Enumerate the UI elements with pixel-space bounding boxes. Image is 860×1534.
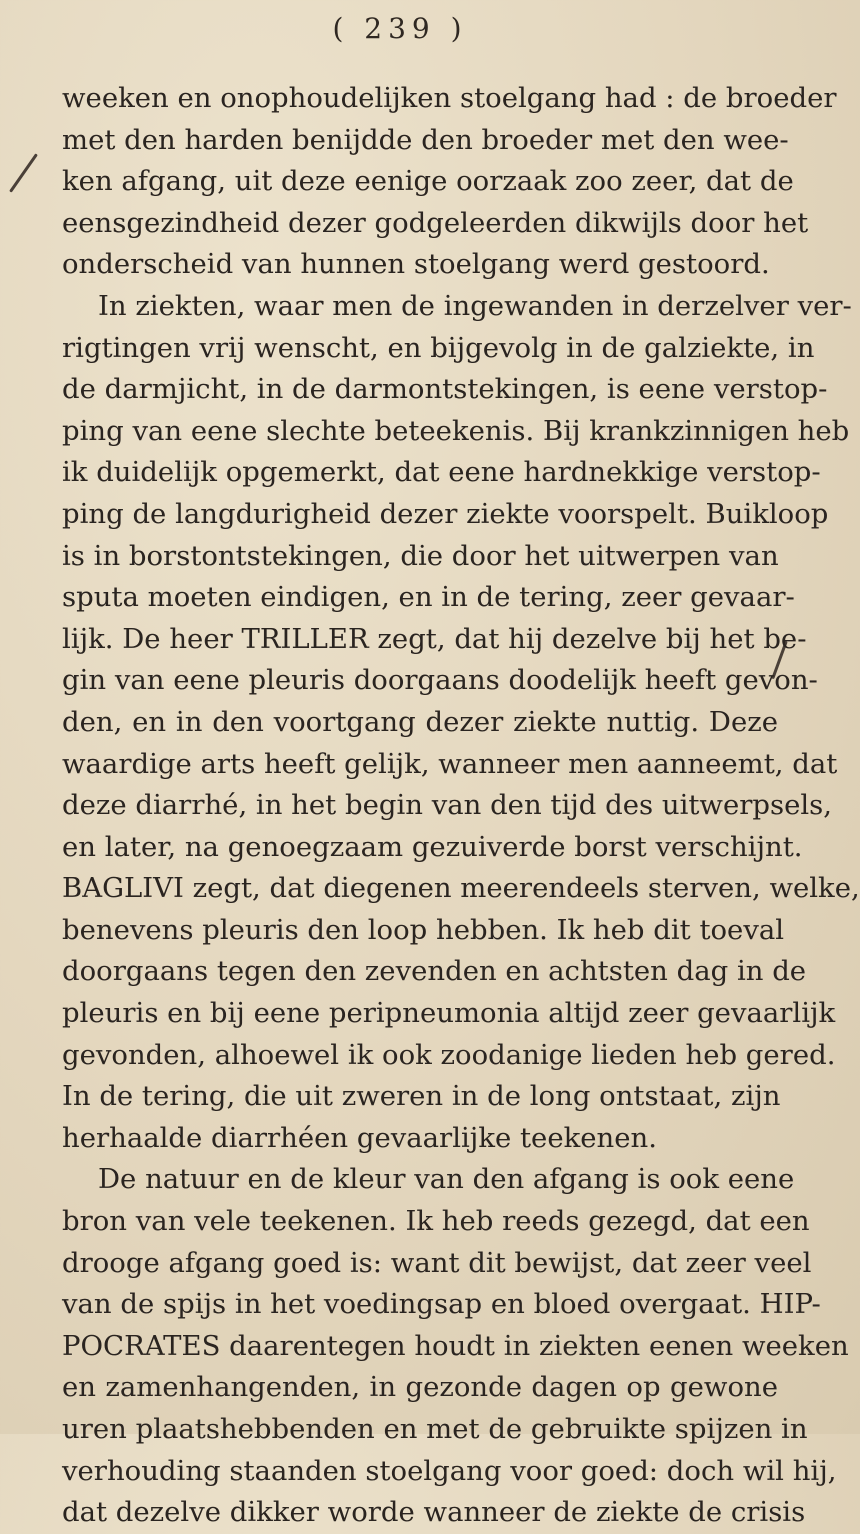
- text-line: POCRATES daarentegen houdt in ziekten eenen weeken: [62, 1329, 849, 1362]
- text-line: ik duidelijk opgemerkt, dat eene hardnekkige verstop-: [62, 456, 821, 489]
- text-line: is in borstontstekingen, die door het uitwerpen van: [62, 539, 779, 572]
- text-line: dat dezelve dikker worde wanneer de ziekte de crisis: [62, 1496, 806, 1529]
- margin-pencil-mark: [9, 153, 38, 192]
- page-number: ( 239 ): [332, 12, 468, 45]
- text-line: onderscheid van hunnen stoelgang werd gestoord.: [62, 248, 770, 281]
- text-line: en later, na genoegzaam gezuiverde borst verschijnt.: [62, 830, 803, 863]
- text-line: pleuris en bij eene peripneumonia altijd zeer gevaarlijk: [62, 997, 836, 1030]
- text-line: met den harden benijdde den broeder met den wee-: [62, 123, 789, 156]
- text-line: In ziekten, waar men de ingewanden in derzelver ver-: [98, 289, 852, 322]
- text-line: gin van eene pleuris doorgaans doodelijk heeft gevon-: [62, 664, 818, 697]
- text-line: In de tering, die uit zweren in de long ontstaat, zijn: [62, 1080, 781, 1113]
- text-line: eensgezindheid dezer godgeleerden dikwijls door het: [62, 206, 809, 239]
- text-line: ping de langdurigheid dezer ziekte voorspelt. Buikloop: [62, 497, 829, 530]
- text-line: bron van vele teekenen. Ik heb reeds gezegd, dat een: [62, 1205, 810, 1238]
- text-line: benevens pleuris den loop hebben. Ik heb dit toeval: [62, 913, 785, 946]
- text-line: den, en in den voortgang dezer ziekte nuttig. Deze: [62, 705, 778, 738]
- text-line: ping van eene slechte beteekenis. Bij krankzinnigen heb: [62, 414, 850, 447]
- text-line: deze diarrhé, in het begin van den tijd des uitwerpsels,: [62, 789, 833, 822]
- text-line: BAGLIVI zegt, dat diegenen meerendeels sterven, welke,: [62, 872, 860, 905]
- body-text: [62, 78, 860, 1534]
- text-line: herhaalde diarrhéen gevaarlijke teekenen.: [62, 1121, 657, 1154]
- text-line: doorgaans tegen den zevenden en achtsten dag in de: [62, 955, 807, 988]
- text-line: sputa moeten eindigen, en in de tering, zeer gevaar-: [62, 581, 795, 614]
- text-line: de darmjicht, in de darmontstekingen, is eene verstop-: [62, 373, 828, 406]
- text-line: ken afgang, uit deze eenige oorzaak zoo zeer, dat de: [62, 165, 794, 198]
- text-line: De natuur en de kleur van den afgang is ook eene: [98, 1163, 795, 1196]
- text-line: drooge afgang goed is: want dit bewijst, dat zeer veel: [62, 1246, 812, 1279]
- text-line: weeken en onophoudelijken stoelgang had : de broeder: [62, 82, 837, 114]
- text-line: en zamenhangenden, in gezonde dagen op gewone: [62, 1371, 778, 1404]
- text-line: uren plaatshebbenden en met de gebruikte spijzen in: [62, 1413, 808, 1445]
- text-line: lijk. De heer TRILLER zegt, dat hij dezelve bij het be-: [62, 622, 807, 655]
- text-line: waardige arts heeft gelijk, wanneer men aanneemt, dat: [62, 747, 838, 780]
- text-line: verhouding staanden stoelgang voor goed: doch wil hij,: [62, 1454, 837, 1487]
- text-line: van de spijs in het voedingsap en bloed overgaat. HIP-: [62, 1288, 821, 1321]
- text-line: rigtingen vrij wenscht, en bijgevolg in de galziekte, in: [62, 331, 815, 364]
- text-line: gevonden, alhoewel ik ook zoodanige lieden heb gered.: [62, 1038, 836, 1071]
